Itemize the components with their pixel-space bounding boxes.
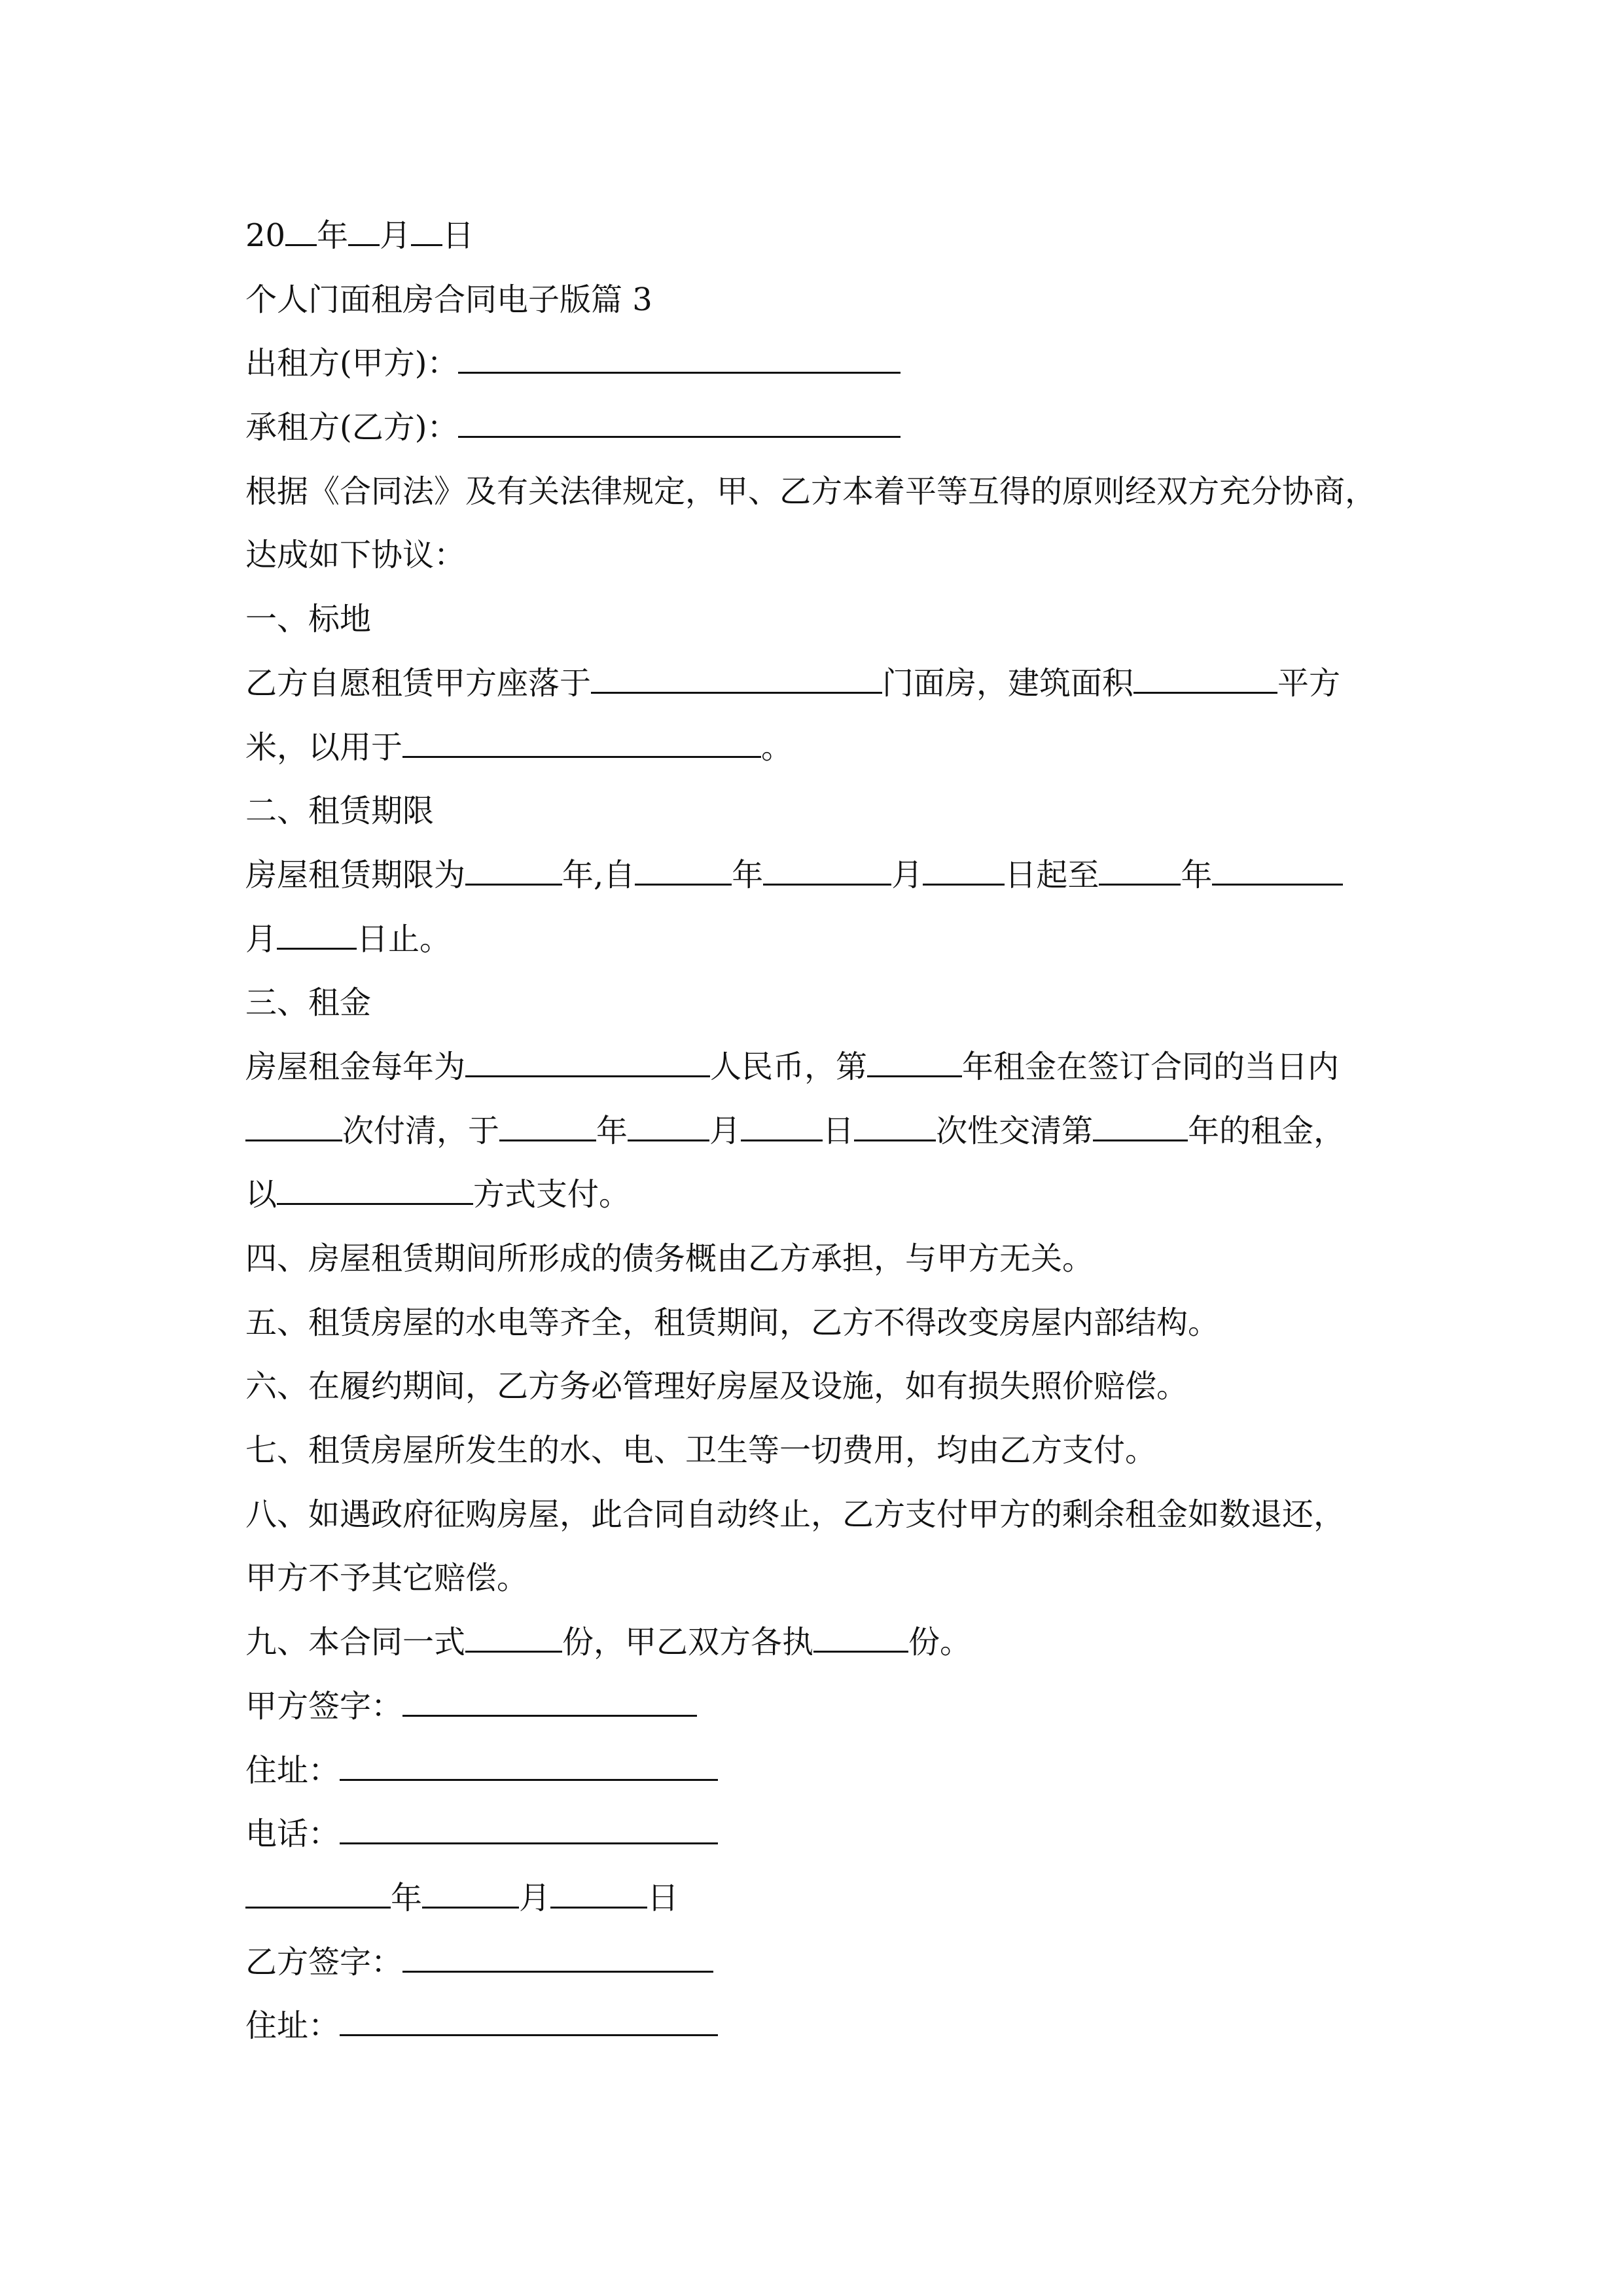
party-b-address-field[interactable] bbox=[340, 2005, 718, 2036]
section-3-line-3: 以 方式支付。 bbox=[245, 1163, 1397, 1227]
party-a-address-line bbox=[245, 1739, 1397, 1803]
section-2-line-2: 月 日止。 bbox=[245, 908, 1397, 972]
section-3-line-2: 次付清，于 年 月 日 次性交清第 年的租金， bbox=[245, 1100, 1397, 1164]
term-years-field[interactable] bbox=[465, 855, 562, 886]
rent-amount-field[interactable] bbox=[465, 1047, 710, 1077]
payment-method-field[interactable] bbox=[277, 1174, 473, 1205]
section-2-line-1: 房屋租赁期限为 年,自 年 月 日起至 年 bbox=[245, 844, 1397, 908]
month-blank[interactable] bbox=[348, 215, 380, 246]
party-a-phone-field[interactable] bbox=[340, 1814, 718, 1844]
payment-times-field[interactable] bbox=[245, 1111, 342, 1141]
end-day-field[interactable] bbox=[277, 919, 357, 950]
start-day-field[interactable] bbox=[923, 855, 1005, 886]
date-header: 20 年 月 日 bbox=[245, 204, 1397, 268]
section-6: 六、在履约期间，乙方务必管理好房屋及设施，如有损失照价赔偿。 bbox=[245, 1368, 1188, 1405]
lessee-field[interactable] bbox=[458, 407, 901, 438]
contract-body bbox=[245, 204, 1397, 2058]
section-5: 五、租赁房屋的水电等齐全，租赁期间，乙方不得改变房屋内部结构。 bbox=[245, 1304, 1220, 1341]
rent-year-field[interactable] bbox=[1093, 1111, 1188, 1141]
section-1-line-2: 米，以用于 。 bbox=[245, 716, 1397, 780]
section-9: 九、本合同一式 份，甲乙双方各执 份。 bbox=[245, 1611, 1397, 1675]
party-b-signature-line bbox=[245, 1931, 1397, 1995]
party-a-signature-line bbox=[245, 1675, 1397, 1739]
lessor-line bbox=[245, 332, 1397, 396]
pay-year-field[interactable] bbox=[499, 1111, 596, 1141]
start-month-field[interactable] bbox=[763, 855, 891, 886]
section-1-line-1: 乙方自愿租赁甲方座落于 门面房，建筑面积 平方 bbox=[245, 652, 1397, 716]
document-title: 个人门面租房合同电子版篇 3 bbox=[245, 281, 652, 318]
end-month-field[interactable] bbox=[1212, 855, 1343, 886]
party-b-address-line bbox=[245, 1994, 1397, 2058]
section-7: 七、租赁房屋所发生的水、电、卫生等一切费用，均由乙方支付。 bbox=[245, 1432, 1157, 1469]
party-a-signature-field[interactable] bbox=[402, 1686, 697, 1717]
sign-date-line: 年 月 日 bbox=[245, 1867, 1397, 1931]
lessee-label: 承租方(乙方)： bbox=[245, 409, 459, 446]
year-blank[interactable] bbox=[285, 215, 317, 246]
party-a-phone-line bbox=[245, 1803, 1397, 1867]
party-a-address-field[interactable] bbox=[340, 1750, 718, 1781]
sign-day-field[interactable] bbox=[550, 1878, 647, 1909]
location-field[interactable] bbox=[591, 663, 882, 694]
pay-day-field[interactable] bbox=[741, 1111, 823, 1141]
section-8-line-2: 甲方不予其它赔偿。 bbox=[245, 1560, 529, 1597]
lessor-field[interactable] bbox=[458, 343, 901, 374]
party-a-address-label: 住址： bbox=[245, 1751, 340, 1789]
section-2-heading: 二、租赁期限 bbox=[245, 793, 435, 830]
section-8-line-1: 八、如遇政府征购房屋，此合同自动终止，乙方支付甲方的剩余租金如数退还， bbox=[245, 1496, 1346, 1533]
first-year-field[interactable] bbox=[867, 1047, 962, 1077]
party-b-address-label: 住址： bbox=[245, 2007, 340, 2045]
sign-year-field[interactable] bbox=[245, 1878, 391, 1909]
section-1-heading: 一、标地 bbox=[245, 601, 372, 638]
start-year-field[interactable] bbox=[635, 855, 732, 886]
section-4: 四、房屋租赁期间所形成的债务概由乙方承担，与甲方无关。 bbox=[245, 1240, 1094, 1277]
copies-total-field[interactable] bbox=[465, 1622, 562, 1653]
party-a-phone-label: 电话： bbox=[245, 1816, 340, 1853]
end-year-field[interactable] bbox=[1099, 855, 1181, 886]
pay-times-field[interactable] bbox=[854, 1111, 936, 1141]
party-b-sign-label: 乙方签字： bbox=[245, 1943, 403, 1981]
intro-line-2: 达成如下协议： bbox=[245, 537, 466, 574]
day-blank[interactable] bbox=[411, 215, 442, 246]
party-b-signature-field[interactable] bbox=[402, 1942, 713, 1973]
pay-month-field[interactable] bbox=[628, 1111, 709, 1141]
section-3-line-1: 房屋租金每年为 人民币，第 年租金在签订合同的当日内 bbox=[245, 1035, 1397, 1100]
lessee-line bbox=[245, 396, 1397, 460]
usage-field[interactable] bbox=[402, 727, 761, 758]
lessor-label: 出租方(甲方)： bbox=[245, 345, 459, 382]
sign-month-field[interactable] bbox=[422, 1878, 519, 1909]
area-field[interactable] bbox=[1133, 663, 1277, 694]
copies-each-field[interactable] bbox=[813, 1622, 908, 1653]
party-a-sign-label: 甲方签字： bbox=[245, 1687, 403, 1725]
intro-line-1: 根据《合同法》及有关法律规定，甲、乙方本着平等互得的原则经双方充分协商， bbox=[245, 473, 1377, 510]
section-3-heading: 三、租金 bbox=[245, 984, 372, 1022]
